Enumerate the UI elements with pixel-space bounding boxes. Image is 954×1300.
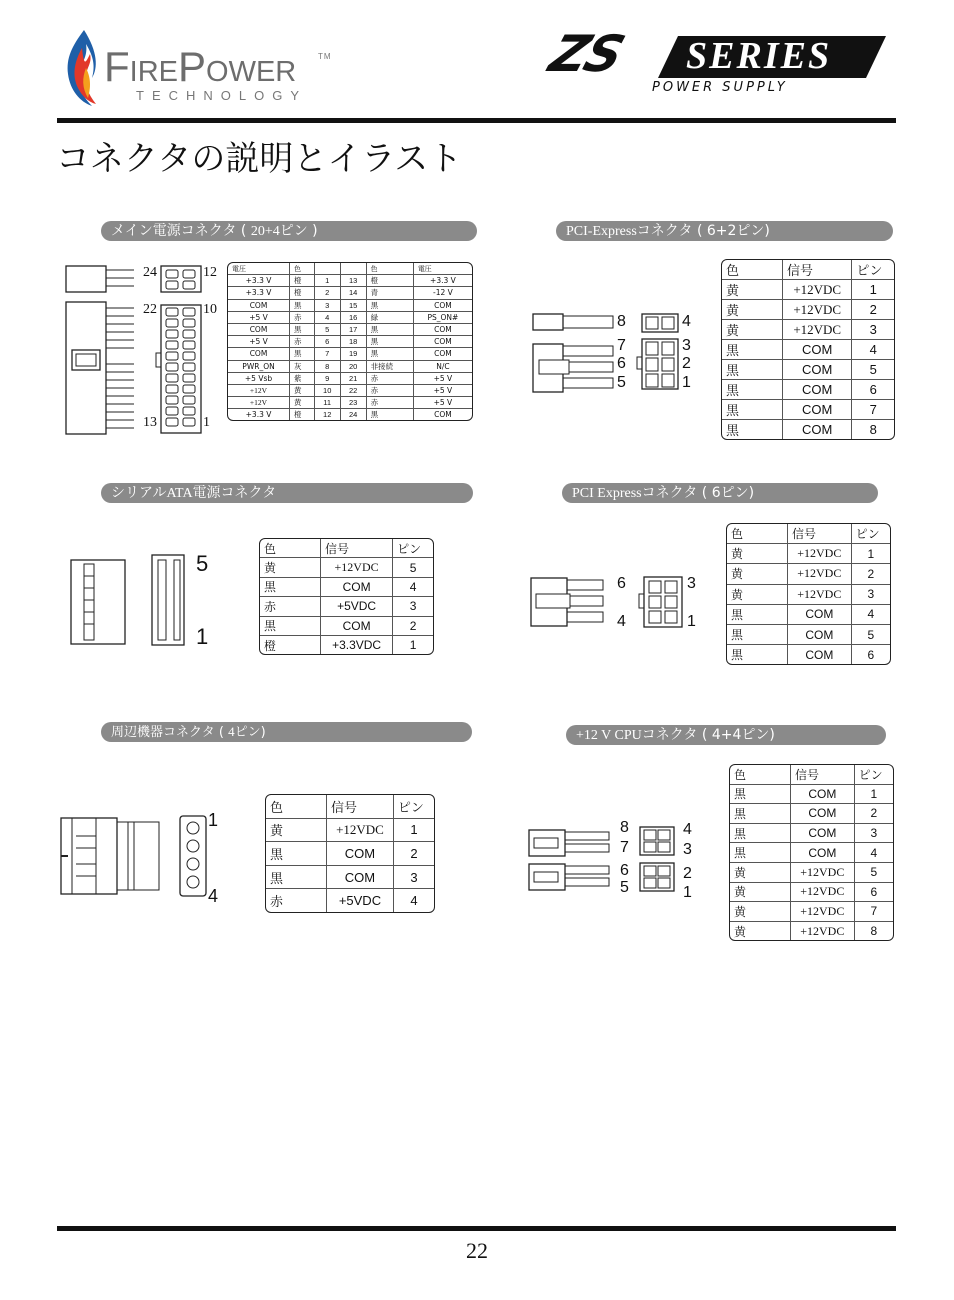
table-cell: 20 (341, 361, 367, 373)
table-cell: 2 (315, 287, 341, 299)
table-cell: 5 (852, 625, 890, 645)
cpu-pin-1: 1 (683, 884, 692, 901)
table-cell: PS_ON# (414, 312, 472, 324)
main-pin-12: 12 (203, 265, 217, 280)
main-pin-1: 1 (203, 415, 210, 430)
page-title: コネクタの説明とイラスト (56, 139, 463, 179)
table-cell: 黄 (722, 300, 783, 320)
main-connector-label: メイン電源コネクタ ( 20+4ピン ) (101, 221, 477, 241)
table-cell: 紫 (290, 373, 315, 385)
table-row (266, 889, 434, 912)
pcie-6-2-face-drawing (640, 313, 682, 391)
table-cell: COM (414, 336, 472, 348)
cpu-pin-8: 8 (620, 819, 629, 836)
peripheral-side-drawing (60, 814, 210, 898)
table-cell: 黒 (260, 578, 321, 597)
table-row (727, 625, 890, 645)
table-cell: COM (788, 645, 852, 664)
table-header-cell: 色 (367, 263, 414, 275)
table-cell: 19 (341, 348, 367, 360)
table-cell: 赤 (367, 397, 414, 409)
table-cell: COM (414, 324, 472, 336)
table-row (722, 380, 894, 400)
table-cell: 黒 (260, 617, 321, 636)
table-cell: 黄 (730, 922, 791, 941)
table-cell: 黒 (727, 645, 788, 664)
main-connector-side-drawing (64, 264, 136, 436)
table-cell: 2 (394, 842, 434, 866)
table-cell: 12 (315, 409, 341, 420)
table-cell: +3.3VDC (321, 636, 393, 654)
table-header-cell: 信号 (327, 795, 394, 819)
table-cell: 黄 (727, 564, 788, 584)
table-header-cell: 信号 (791, 765, 855, 785)
table-cell: 7 (315, 348, 341, 360)
table-cell: 黄 (727, 585, 788, 605)
table-cell: +3.3 V (228, 409, 290, 420)
brand-tm: TM (318, 52, 332, 61)
table-cell: 9 (315, 373, 341, 385)
table-header-cell: 電圧 (228, 263, 290, 275)
table-cell: +5VDC (327, 889, 394, 912)
table-cell: 3 (852, 585, 890, 605)
table-cell: 黄 (722, 320, 783, 340)
table-row (727, 544, 890, 564)
table-row (730, 883, 893, 903)
table-cell: COM (783, 360, 852, 380)
table-cell: COM (783, 400, 852, 420)
table-cell: COM (434, 410, 452, 420)
table-row (730, 922, 893, 941)
table-cell: 5 (393, 558, 433, 577)
table-row (228, 287, 472, 299)
brand-subtitle: TECHNOLOGY (136, 88, 308, 103)
table-cell: 橙 (367, 275, 414, 287)
table-cell: 3 (393, 597, 433, 616)
table-cell: COM (327, 842, 394, 866)
table-header-row (260, 539, 433, 558)
table-cell: +5 Vsb (228, 373, 290, 385)
table-header-cell: 色 (722, 260, 783, 280)
table-cell: 赤 (290, 312, 315, 324)
table-cell: COM (414, 300, 472, 312)
cpu-pin-2: 2 (683, 865, 692, 882)
table-row (266, 819, 434, 843)
table-cell: 赤 (266, 889, 327, 912)
table-row (722, 420, 894, 439)
table-cell: 灰 (290, 361, 315, 373)
table-cell: N/C (414, 361, 472, 373)
table-header-row (730, 765, 893, 785)
table-cell: 黒 (367, 300, 414, 312)
table-cell: -12 V (414, 287, 472, 299)
table-cell: 2 (852, 564, 890, 584)
table-cell: 黒 (290, 348, 315, 360)
table-header-cell (315, 263, 341, 275)
table-header-cell: 色 (266, 795, 327, 819)
pcie62-pin-3: 3 (682, 337, 691, 354)
table-cell: 橙 (290, 275, 315, 287)
table-row (228, 397, 472, 409)
pcie62-pin-5: 5 (617, 374, 626, 391)
cpu-pin-3: 3 (683, 841, 692, 858)
table-cell: 5 (852, 360, 894, 380)
main-connector-face-drawing (160, 265, 202, 435)
table-cell: +12V (228, 385, 290, 397)
table-cell: 2 (852, 300, 894, 320)
table-cell: COM (321, 617, 393, 636)
table-cell: +5 V (414, 397, 472, 409)
table-cell: 橙 (290, 409, 315, 420)
table-row (727, 645, 890, 664)
pcie-6-2-side-drawing (531, 312, 615, 396)
table-row (730, 863, 893, 883)
table-cell: 黒 (730, 785, 791, 805)
sata-label: シリアルATA電源コネクタ (101, 483, 473, 503)
table-cell: 3 (315, 300, 341, 312)
table-cell: 1 (394, 819, 434, 843)
table-row (228, 312, 472, 324)
main-pin-13: 13 (143, 415, 157, 430)
table-cell: +5 V (228, 336, 290, 348)
table-cell: 7 (855, 902, 893, 922)
sata-pin-5: 5 (196, 551, 209, 576)
pcie-6-side-drawing (530, 576, 606, 628)
table-row (266, 842, 434, 866)
header-rule (57, 118, 896, 123)
flame-logo-icon (62, 28, 102, 108)
pcie6-pin-1: 1 (687, 613, 696, 630)
table-row (260, 636, 433, 654)
table-cell: 11 (315, 397, 341, 409)
cpu-pin-5: 5 (620, 879, 629, 896)
table-cell: 黄 (730, 883, 791, 903)
table-row (260, 558, 433, 577)
table-header-row (727, 524, 890, 544)
sata-side-drawing (70, 554, 188, 646)
cpu-4-4-label: +12 V CPUコネクタ ( 4+4ピン) (566, 725, 886, 745)
page-number: 22 (466, 1238, 488, 1263)
table-header-cell: 電圧 (414, 263, 472, 275)
table-cell: 橙 (290, 287, 315, 299)
sata-table (259, 538, 434, 655)
table-row (228, 361, 472, 373)
table-cell: 8 (315, 361, 341, 373)
pcie-6-table (726, 523, 891, 665)
cpu-4-4-table (729, 764, 894, 941)
table-cell: 黒 (722, 360, 783, 380)
table-cell: 14 (341, 287, 367, 299)
table-row (730, 902, 893, 922)
pcie62-pin-1: 1 (682, 374, 691, 391)
table-cell: 黒 (266, 866, 327, 890)
series-zs: ZS (542, 25, 630, 83)
series-word: SERIES (686, 35, 832, 77)
table-cell: 青 (367, 287, 414, 299)
table-row (722, 400, 894, 420)
table-cell: 黄 (290, 385, 315, 397)
table-header-cell: ピン (393, 539, 433, 558)
table-cell: 10 (315, 385, 341, 397)
table-cell: +3.3 V (228, 287, 290, 299)
table-cell: 2 (855, 804, 893, 824)
peripheral-label: 周辺機器コネクタ ( 4ピン) (101, 722, 472, 742)
table-row (228, 336, 472, 348)
table-cell: 2 (393, 617, 433, 636)
table-cell: 5 (855, 863, 893, 883)
table-cell: 3 (852, 320, 894, 340)
pcie-6-2-label: PCI-Expressコネクタ ( 6+2ピン) (556, 221, 893, 241)
table-cell: 24 (341, 409, 367, 420)
table-cell: +12VDC (321, 558, 393, 577)
table-cell: 黒 (727, 625, 788, 645)
table-cell: 1 (409, 638, 417, 653)
table-cell: +3.3 V (228, 275, 290, 287)
table-row (260, 617, 433, 636)
table-cell: COM (321, 578, 393, 597)
table-header-cell: ピン (394, 795, 434, 819)
cpu-4-4-side-drawing (528, 828, 612, 892)
table-row (722, 340, 894, 360)
main-pin-10: 10 (203, 302, 217, 317)
table-row (730, 804, 893, 824)
table-cell: COM (228, 300, 290, 312)
pcie-6-label: PCI Expressコネクタ ( 6ピン) (562, 483, 878, 503)
table-cell: 黒 (730, 843, 791, 863)
table-row (722, 320, 894, 340)
cpu-4-4-face-drawing (637, 825, 679, 895)
table-cell: 黒 (367, 348, 414, 360)
table-cell: 黄 (266, 819, 327, 843)
table-row (730, 843, 893, 863)
table-row (260, 597, 433, 616)
table-cell: 4 (410, 893, 418, 909)
table-cell: COM (788, 625, 852, 645)
table-cell: 1 (855, 785, 893, 805)
table-cell: 6 (867, 647, 875, 662)
table-cell: 黄 (727, 544, 788, 564)
table-cell: COM (783, 340, 852, 360)
table-header-cell: 色 (260, 539, 321, 558)
table-cell: 黒 (730, 824, 791, 844)
table-cell: 4 (315, 312, 341, 324)
table-header-cell (341, 263, 367, 275)
table-row (727, 564, 890, 584)
table-cell: 7 (852, 400, 894, 420)
peripheral-pin-1: 1 (208, 810, 219, 830)
cpu-pin-7: 7 (620, 839, 629, 856)
cpu-pin-6: 6 (620, 862, 629, 879)
table-cell: 4 (852, 605, 890, 625)
table-cell: 黒 (367, 336, 414, 348)
table-cell: 18 (341, 336, 367, 348)
table-header-cell: 色 (727, 524, 788, 544)
table-row (260, 578, 433, 597)
table-cell: 4 (393, 578, 433, 597)
table-cell: 4 (852, 340, 894, 360)
table-cell: +12VDC (791, 863, 855, 883)
table-cell: 赤 (290, 336, 315, 348)
table-cell: 黒 (722, 380, 783, 400)
table-cell: 1 (852, 544, 890, 564)
table-cell: 黒 (367, 409, 414, 420)
main-pin-22: 22 (143, 302, 157, 317)
table-cell: 6 (852, 380, 894, 400)
table-cell: 21 (341, 373, 367, 385)
table-row (722, 300, 894, 320)
table-row (730, 785, 893, 805)
table-cell: +12VDC (791, 883, 855, 903)
table-cell: 緑 (367, 312, 414, 324)
table-row (266, 866, 434, 890)
table-cell: +12VDC (788, 564, 852, 584)
table-cell: 赤 (367, 373, 414, 385)
table-cell: 黒 (722, 420, 783, 439)
table-cell: COM (791, 785, 855, 805)
table-cell: 黒 (722, 340, 783, 360)
table-cell: 16 (341, 312, 367, 324)
table-cell: +5 V (228, 312, 290, 324)
table-cell: +3.3 V (414, 275, 472, 287)
brand-name: FirePower (104, 43, 297, 90)
table-header-cell: ピン (852, 524, 890, 544)
table-header-cell: 信号 (321, 539, 393, 558)
table-cell: +12VDC (783, 300, 852, 320)
table-cell: 22 (341, 385, 367, 397)
table-row (727, 605, 890, 625)
table-cell: PWR_ON (228, 361, 290, 373)
table-cell: 黒 (290, 300, 315, 312)
table-cell: 黒 (266, 842, 327, 866)
table-cell: COM (327, 866, 394, 890)
table-cell: COM (783, 380, 852, 400)
table-row (722, 280, 894, 300)
table-cell: +12VDC (788, 585, 852, 605)
table-cell: COM (228, 348, 290, 360)
table-cell: COM (791, 843, 855, 863)
pcie6-pin-4: 4 (617, 613, 626, 630)
table-row (228, 324, 472, 336)
table-header-cell: 色 (730, 765, 791, 785)
table-cell: 5 (315, 324, 341, 336)
table-row (730, 824, 893, 844)
table-cell: 1 (315, 275, 341, 287)
table-cell: 黄 (722, 280, 783, 300)
pcie6-pin-6: 6 (617, 575, 626, 592)
table-cell: COM (414, 348, 472, 360)
table-row (722, 360, 894, 380)
footer-rule (57, 1226, 896, 1231)
table-cell: COM (791, 824, 855, 844)
table-header-cell: ピン (855, 765, 893, 785)
pcie62-pin-2: 2 (682, 355, 691, 372)
pcie-6-2-table (721, 259, 895, 440)
table-header-cell: 信号 (783, 260, 852, 280)
table-cell: 黄 (290, 397, 315, 409)
table-cell: 黄 (260, 558, 321, 577)
table-row (228, 300, 472, 312)
table-cell: 黒 (290, 324, 315, 336)
table-cell: 15 (341, 300, 367, 312)
table-row (228, 348, 472, 360)
table-row (727, 585, 890, 605)
pcie62-pin-4: 4 (682, 313, 691, 330)
table-header-row (722, 260, 894, 280)
table-cell: 橙 (260, 636, 321, 654)
pcie62-pin-8: 8 (617, 313, 626, 330)
table-cell: COM (791, 804, 855, 824)
table-cell: 赤 (367, 385, 414, 397)
table-cell: 黒 (727, 605, 788, 625)
table-cell: +12VDC (783, 280, 852, 300)
table-header-cell: 信号 (788, 524, 852, 544)
table-cell: COM (788, 605, 852, 625)
table-header-row (266, 795, 434, 819)
pcie62-pin-6: 6 (617, 355, 626, 372)
table-header-cell: 色 (290, 263, 315, 275)
pcie6-pin-3: 3 (687, 575, 696, 592)
table-cell: 赤 (260, 597, 321, 616)
table-cell: 黒 (722, 400, 783, 420)
series-subtitle: POWER SUPPLY (652, 80, 788, 95)
table-cell: 13 (341, 275, 367, 287)
table-cell: +12VDC (783, 320, 852, 340)
table-cell: +12V (228, 397, 290, 409)
table-cell: 1 (852, 280, 894, 300)
table-cell: +12VDC (791, 922, 855, 941)
sata-pin-1: 1 (196, 624, 209, 649)
table-header-row (228, 263, 472, 275)
table-cell: +12VDC (788, 544, 852, 564)
table-cell: COM (228, 324, 290, 336)
table-row (228, 373, 472, 385)
table-row (228, 409, 472, 420)
table-header-cell: ピン (852, 260, 894, 280)
table-cell: +12VDC (791, 902, 855, 922)
peripheral-table (265, 794, 435, 913)
table-cell: +5 V (414, 373, 472, 385)
pcie62-pin-7: 7 (617, 337, 626, 354)
table-cell: +12VDC (327, 819, 394, 843)
table-cell: 非接続 (367, 361, 414, 373)
peripheral-pin-4: 4 (208, 886, 219, 906)
table-cell: 黄 (730, 902, 791, 922)
table-cell: 6 (855, 883, 893, 903)
table-cell: 黒 (367, 324, 414, 336)
table-cell: 6 (315, 336, 341, 348)
table-row (228, 275, 472, 287)
table-cell: 4 (855, 843, 893, 863)
table-cell: +5 V (414, 385, 472, 397)
table-cell: 17 (341, 324, 367, 336)
table-cell: 黒 (730, 804, 791, 824)
table-row (228, 385, 472, 397)
table-cell: 23 (341, 397, 367, 409)
table-cell: 8 (870, 924, 878, 939)
table-cell: 3 (855, 824, 893, 844)
cpu-pin-4: 4 (683, 821, 692, 838)
table-cell: 3 (394, 866, 434, 890)
main-connector-table (227, 262, 473, 421)
table-cell: COM (783, 420, 852, 439)
table-cell: +5VDC (321, 597, 393, 616)
table-cell: 黄 (730, 863, 791, 883)
main-pin-24: 24 (143, 265, 157, 280)
pcie-6-face-drawing (640, 576, 686, 628)
table-cell: 8 (869, 422, 877, 437)
